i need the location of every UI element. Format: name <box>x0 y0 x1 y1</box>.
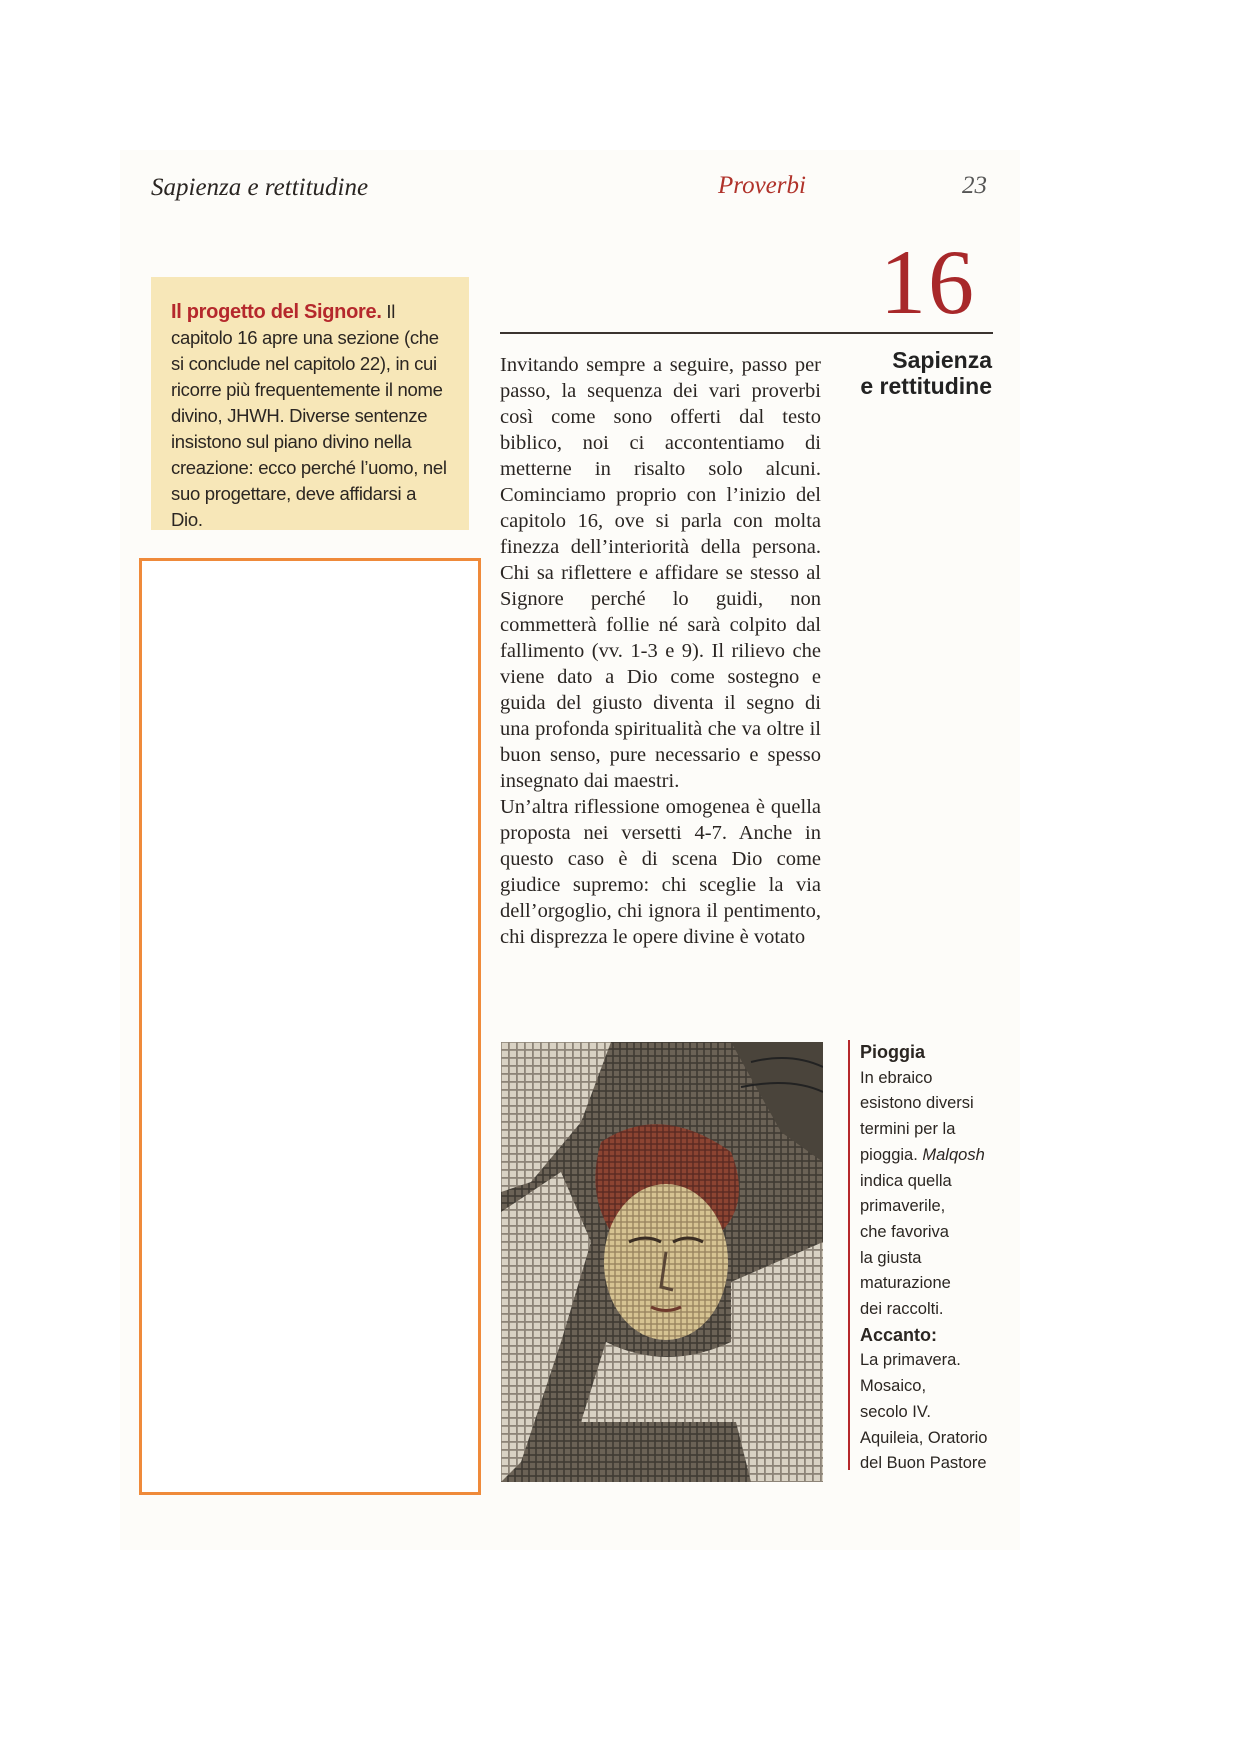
caption-line: termini per la <box>860 1120 956 1139</box>
body-paragraph-1: Invitando sempre a seguire, passo per passo, la sequenza dei vari proverbi così come sono offerti dal testo biblico, noi ci accontentiamo di metterne in risalto solo alcuni. Cominciamo proprio con l’inizio del capitolo 16, ove si parla con molta finezza dell’interiorità della persona. Chi sa riflettere e affidare se stesso al Signore perché lo guidi, non commetterà follie né sarà colpito dal fallimento (vv. 1-3 e 9). Il rilievo che viene dato a Dio come sostegno e guida del giusto diventa il segno di una profonda spiritualità che va oltre il buon senso, pure necessario e spesso insegnato dai maestri. <box>500 354 821 792</box>
caption-line: del Buon Pastore <box>860 1454 987 1473</box>
caption-line-term <box>860 1143 1010 1169</box>
caption-term: Malqosh <box>922 1145 985 1164</box>
caption-line: Aquileia, Oratorio <box>860 1428 988 1447</box>
empty-image-frame <box>139 558 481 1495</box>
header-rule <box>500 332 993 334</box>
body-text <box>500 352 821 950</box>
caption-accanto-label: Accanto: <box>860 1324 938 1345</box>
image-caption <box>848 1040 1010 1473</box>
caption-pioggia-prefix: pioggia. <box>860 1145 923 1164</box>
sidebar-lead: Il progetto del Signore. <box>171 301 382 323</box>
section-title <box>820 347 992 399</box>
caption-line: che favoriva <box>860 1222 949 1241</box>
caption-line: maturazione <box>860 1274 951 1293</box>
sidebar-note <box>151 277 469 530</box>
body-paragraph-2: Un’altra riflessione omogenea è quella proposta nei versetti 4-7. Anche in questo caso è di scena Dio come giudice supremo: chi sceglie la via dell’orgoglio, chi ignora il pentimento, chi disprezza le opere divine è votato <box>500 796 821 948</box>
caption-line: indica quella <box>860 1171 952 1190</box>
caption-line: esistono diversi <box>860 1094 974 1113</box>
caption-line: secolo IV. <box>860 1402 931 1421</box>
caption-line: la giusta <box>860 1248 922 1267</box>
sidebar-text: Il capitolo 16 apre una sezione (che si conclude nel capitolo 22), in cui ricorre più frequentemente il nome divino, JHWH. Diverse sentenze insistono sul piano divino nella creazione: ecco perché l’uomo, nel suo progettare, deve affidarsi a Dio. <box>171 301 447 530</box>
caption-line: Mosaico, <box>860 1377 927 1396</box>
mosaic-face-illustration <box>501 1042 823 1482</box>
caption-line: primaverile, <box>860 1197 946 1216</box>
mosaic-image <box>501 1042 823 1482</box>
section-title-line1: Sapienza <box>892 347 992 373</box>
caption-title: Pioggia <box>860 1042 926 1062</box>
running-title-left: Sapienza e rettitudine <box>151 174 369 201</box>
running-title-center: Proverbi <box>718 172 806 199</box>
section-title-line2: e rettitudine <box>860 373 992 399</box>
page-number: 23 <box>962 172 987 199</box>
chapter-number: 16 <box>880 231 976 333</box>
caption-line: La primavera. <box>860 1351 961 1370</box>
caption-line: In ebraico <box>860 1068 933 1087</box>
caption-line: dei raccolti. <box>860 1300 944 1319</box>
